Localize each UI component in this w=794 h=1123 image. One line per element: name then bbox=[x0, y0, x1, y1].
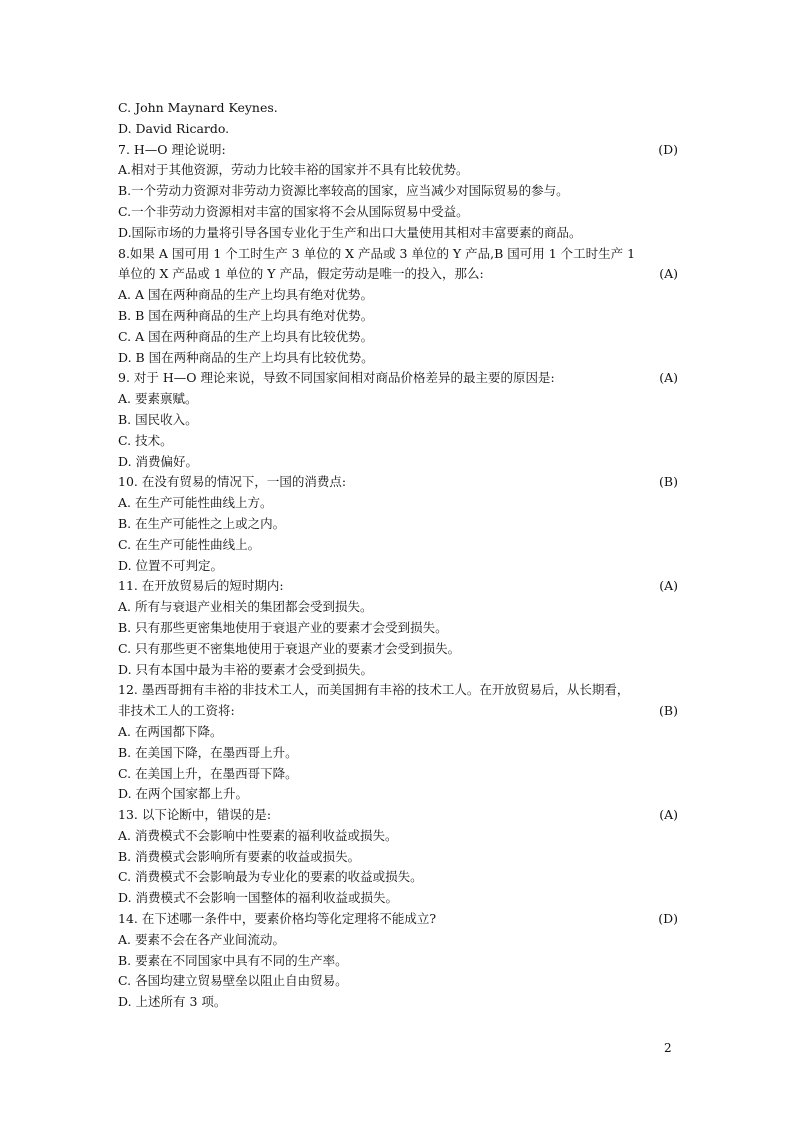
document-body bbox=[118, 98, 678, 1013]
answer-key: (A) bbox=[659, 807, 678, 823]
line-text: C. A 国在两种商品的生产上均具有比较优势。 bbox=[118, 328, 374, 344]
line-text: A. 要素禀赋。 bbox=[118, 391, 198, 407]
text-line bbox=[118, 930, 678, 951]
line-text: B. 在生产可能性之上或之内。 bbox=[118, 515, 286, 531]
line-text: 9. 对于 H—O 理论来说，导致不同国家间相对商品价格差异的最主要的原因是: bbox=[118, 370, 555, 386]
line-text: B.一个劳动力资源对非劳动力资源比率较高的国家，应当减少对国际贸易的参与。 bbox=[118, 183, 569, 199]
line-text: A. 所有与衰退产业相关的集团都会受到损失。 bbox=[118, 599, 373, 615]
text-line bbox=[118, 888, 678, 909]
line-text: C. 消费模式不会影响最为专业化的要素的收益或损失。 bbox=[118, 869, 423, 885]
text-line bbox=[118, 348, 678, 369]
line-text: B. 在美国下降，在墨西哥上升。 bbox=[118, 744, 298, 760]
text-line bbox=[118, 493, 678, 514]
line-text: B. 要素在不同国家中具有不同的生产率。 bbox=[118, 952, 348, 968]
line-text: C. 技术。 bbox=[118, 432, 173, 448]
text-line bbox=[118, 264, 678, 285]
line-text: C. 只有那些更不密集地使用于衰退产业的要素才会受到损失。 bbox=[118, 640, 461, 656]
line-text: D. 位置不可判定。 bbox=[118, 557, 224, 573]
text-line bbox=[118, 847, 678, 868]
text-line bbox=[118, 618, 678, 639]
text-line bbox=[118, 971, 678, 992]
text-line bbox=[118, 576, 678, 597]
line-text: 14. 在下述哪一条件中，要素价格均等化定理将不能成立? bbox=[118, 911, 437, 927]
line-text: A. 在两国都下降。 bbox=[118, 723, 223, 739]
line-text: A.相对于其他资源，劳动力比较丰裕的国家并不具有比较优势。 bbox=[118, 162, 469, 178]
line-text: 8.如果 A 国可用 1 个工时生产 3 单位的 X 产品或 3 单位的 Y 产品,B 国可用 1 个工时生产 1 bbox=[118, 245, 636, 261]
text-line bbox=[118, 597, 678, 618]
text-line bbox=[118, 98, 678, 119]
text-line bbox=[118, 431, 678, 452]
text-line bbox=[118, 764, 678, 785]
line-text: D. B 国在两种商品的生产上均具有比较优势。 bbox=[118, 349, 374, 365]
line-text: B. B 国在两种商品的生产上均具有绝对优势。 bbox=[118, 307, 374, 323]
text-line bbox=[118, 556, 678, 577]
text-line bbox=[118, 119, 678, 140]
page-number: 2 bbox=[664, 1041, 672, 1055]
answer-key: (A) bbox=[659, 370, 678, 386]
line-text: A. 消费模式不会影响中性要素的福利收益或损失。 bbox=[118, 827, 398, 843]
text-line bbox=[118, 223, 678, 244]
text-line bbox=[118, 867, 678, 888]
text-line bbox=[118, 140, 678, 161]
text-line bbox=[118, 535, 678, 556]
line-text: D. 上述所有 3 项。 bbox=[118, 994, 227, 1010]
text-line bbox=[118, 639, 678, 660]
text-line bbox=[118, 514, 678, 535]
line-text: A. 在生产可能性曲线上方。 bbox=[118, 495, 273, 511]
line-text: B. 消费模式会影响所有要素的收益或损失。 bbox=[118, 848, 361, 864]
line-text: D. 消费偏好。 bbox=[118, 453, 199, 469]
line-text: 非技术工人的工资将: bbox=[118, 703, 235, 719]
answer-key: (A) bbox=[659, 578, 678, 594]
answer-key: (A) bbox=[659, 266, 678, 282]
text-line bbox=[118, 660, 678, 681]
text-line bbox=[118, 992, 678, 1013]
line-text: B. 只有那些更密集地使用于衰退产业的要素才会受到损失。 bbox=[118, 619, 448, 635]
line-text: D. David Ricardo. bbox=[118, 120, 230, 136]
text-line bbox=[118, 327, 678, 348]
answer-key: (D) bbox=[658, 141, 678, 157]
line-text: 7. H—O 理论说明: bbox=[118, 141, 226, 157]
text-line bbox=[118, 472, 678, 493]
text-line bbox=[118, 743, 678, 764]
text-line bbox=[118, 826, 678, 847]
text-line bbox=[118, 389, 678, 410]
line-text: C.一个非劳动力资源相对丰富的国家将不会从国际贸易中受益。 bbox=[118, 203, 469, 219]
line-text: D. 只有本国中最为丰裕的要素才会受到损失。 bbox=[118, 661, 374, 677]
line-text: C. 在美国上升，在墨西哥下降。 bbox=[118, 765, 298, 781]
text-line bbox=[118, 160, 678, 181]
text-line bbox=[118, 722, 678, 743]
text-line bbox=[118, 909, 678, 930]
line-text: 11. 在开放贸易后的短时期内: bbox=[118, 578, 284, 594]
text-line bbox=[118, 680, 678, 701]
line-text: 单位的 X 产品或 1 单位的 Y 产品，假定劳动是唯一的投入，那么: bbox=[118, 266, 484, 282]
text-line bbox=[118, 452, 678, 473]
line-text: D.国际市场的力量将引导各国专业化于生产和出口大量使用其相对丰富要素的商品。 bbox=[118, 224, 582, 240]
line-text: D. 消费模式不会影响一国整体的福利收益或损失。 bbox=[118, 890, 399, 906]
text-line bbox=[118, 951, 678, 972]
line-text: C. John Maynard Keynes. bbox=[118, 100, 278, 115]
line-text: A. 要素不会在各产业间流动。 bbox=[118, 931, 285, 947]
answer-key: (D) bbox=[658, 911, 678, 927]
text-line bbox=[118, 285, 678, 306]
line-text: C. 各国均建立贸易壁垒以阻止自由贸易。 bbox=[118, 973, 348, 989]
line-text: D. 在两个国家都上升。 bbox=[118, 786, 249, 802]
line-text: C. 在生产可能性曲线上。 bbox=[118, 536, 261, 552]
line-text: 12. 墨西哥拥有丰裕的非技术工人，而美国拥有丰裕的技术工人。在开放贸易后，从长期看， bbox=[118, 682, 630, 698]
text-line bbox=[118, 701, 678, 722]
text-line bbox=[118, 202, 678, 223]
text-line bbox=[118, 784, 678, 805]
line-text: A. A 国在两种商品的生产上均具有绝对优势。 bbox=[118, 287, 373, 303]
text-line bbox=[118, 181, 678, 202]
line-text: 10. 在没有贸易的情况下，一国的消费点: bbox=[118, 474, 347, 490]
answer-key: (B) bbox=[659, 703, 678, 719]
text-line bbox=[118, 410, 678, 431]
text-line bbox=[118, 368, 678, 389]
line-text: 13. 以下论断中，错误的是: bbox=[118, 807, 272, 823]
text-line bbox=[118, 805, 678, 826]
line-text: B. 国民收入。 bbox=[118, 411, 198, 427]
answer-key: (B) bbox=[659, 474, 678, 490]
text-line bbox=[118, 306, 678, 327]
text-line bbox=[118, 244, 678, 265]
